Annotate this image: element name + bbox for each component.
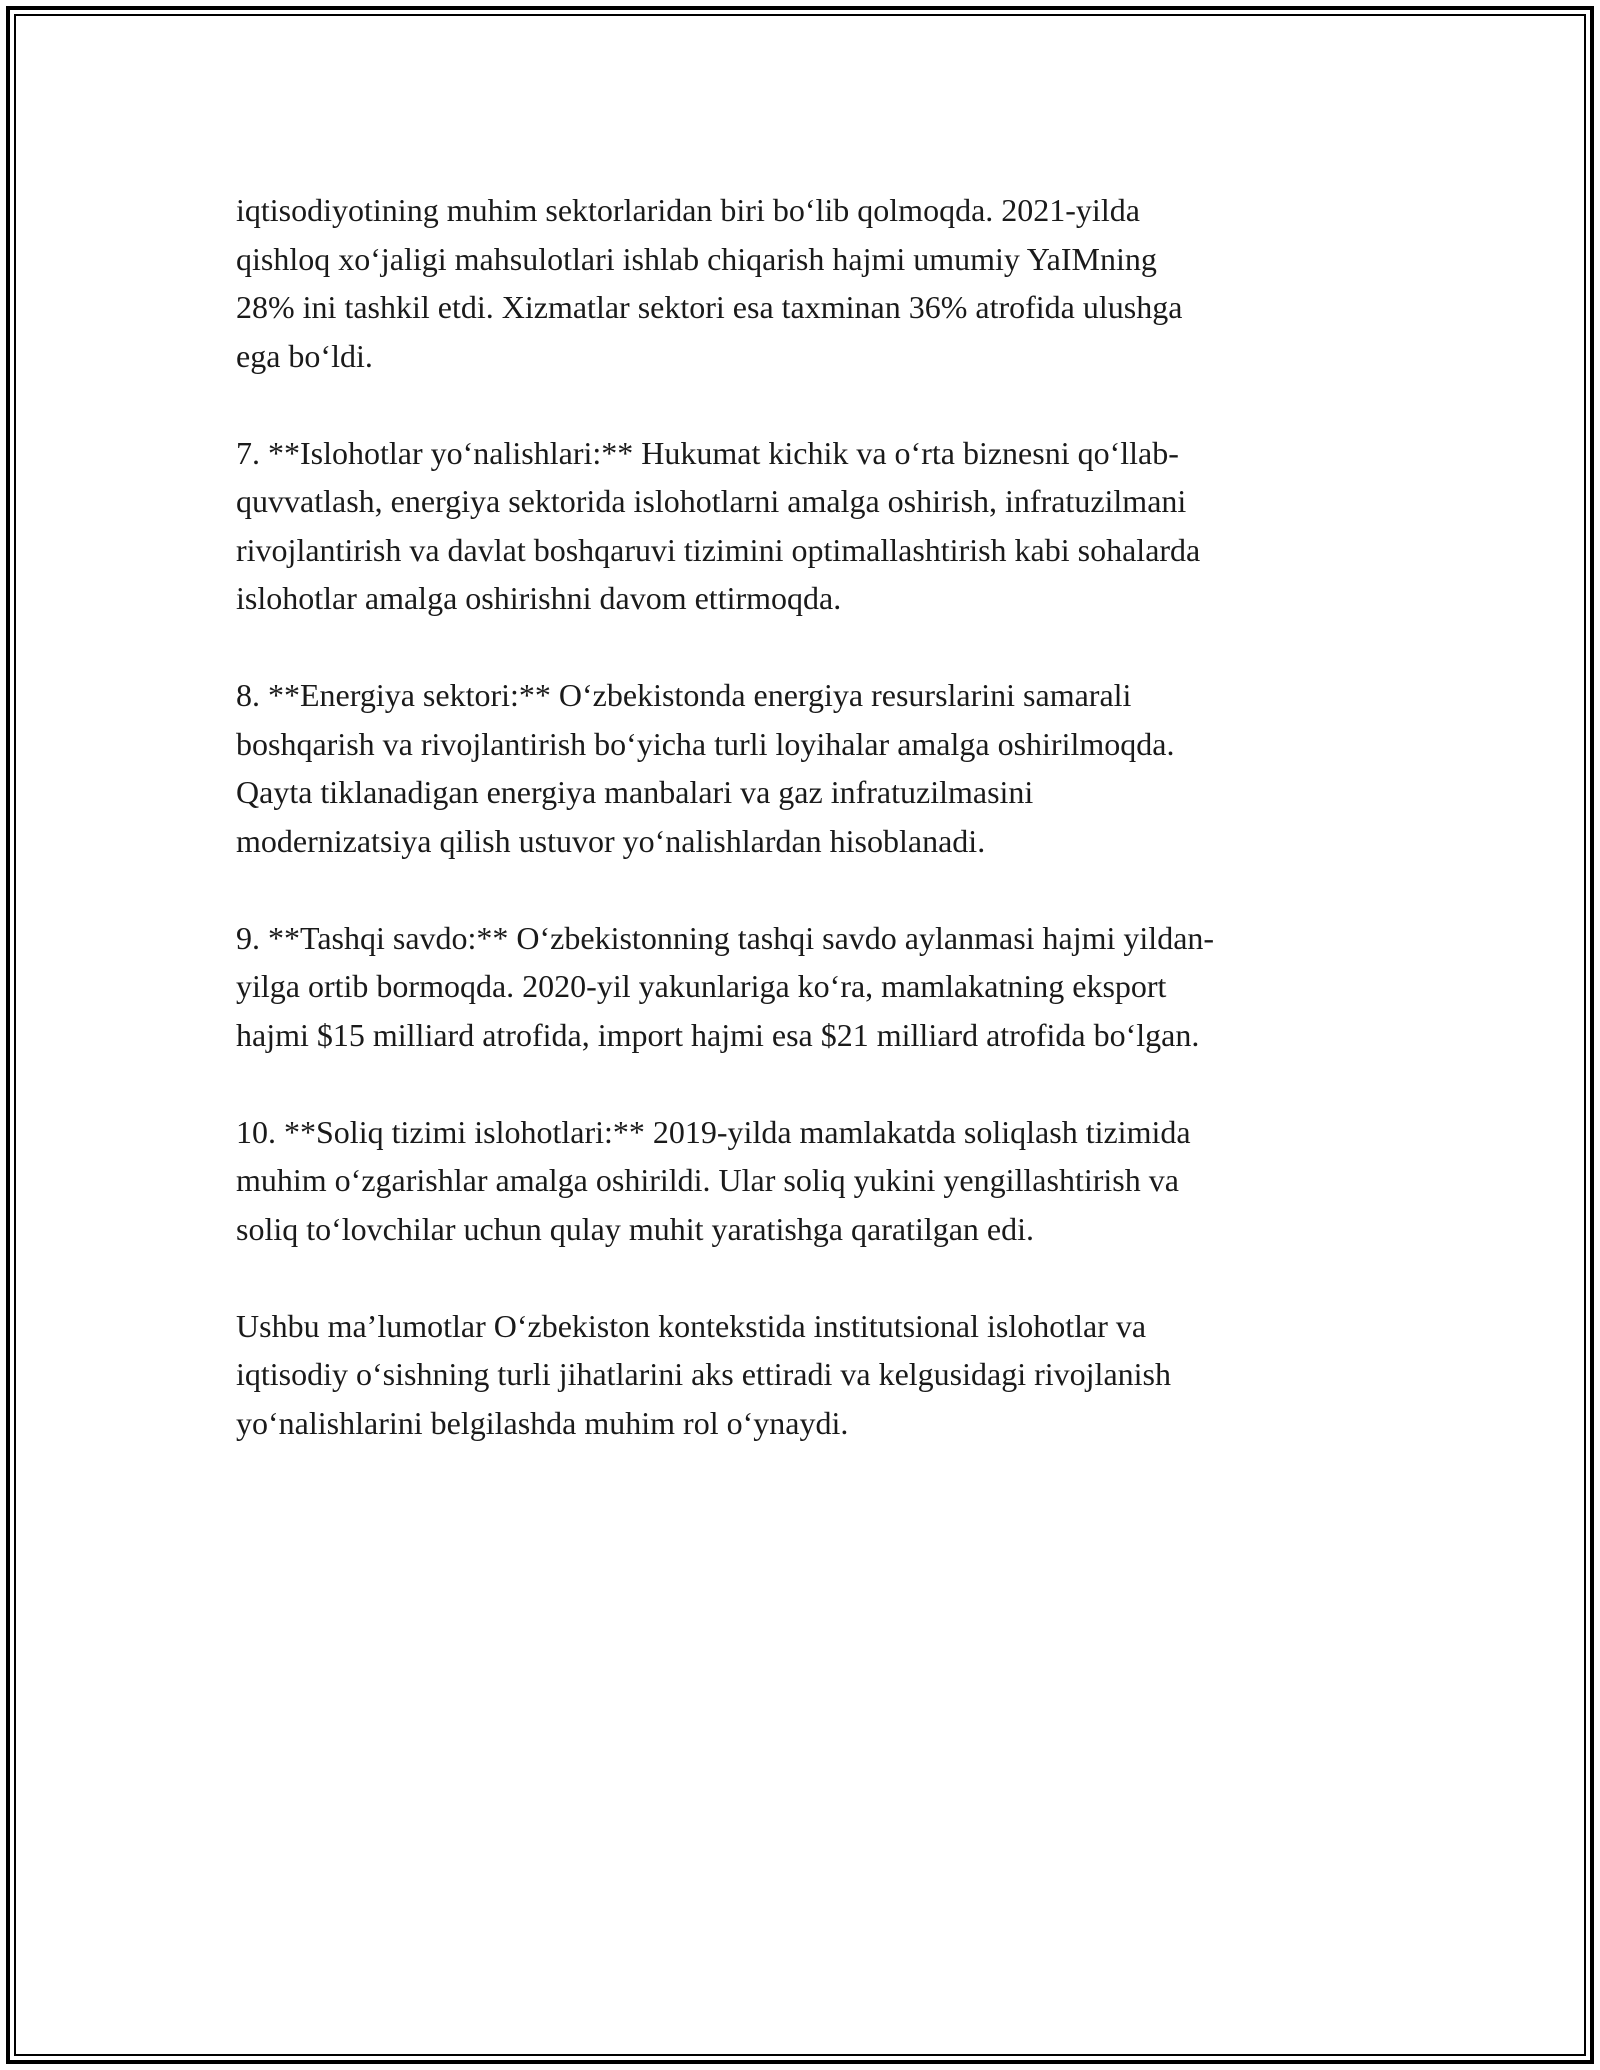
document-body bbox=[236, 186, 1376, 1496]
paragraph-tax-reforms: 10. **Soliq tizimi islohotlari:** 2019-yilda mamlakatda soliqlash tizimida muhim o‘zgarishlar amalga oshirildi. Ular soliq yukini yengillashtirish va soliq to‘lovchilar uchun qulay muhit yaratishga qaratilgan edi. bbox=[236, 1113, 1191, 1247]
paragraph-conclusion: Ushbu ma’lumotlar O‘zbekiston kontekstida institutsional islohotlar va iqtisodiy o‘sishning turli jihatlarini aks ettiradi va kelgusidagi rivojlanish yo‘nalishlarini belgilashda muhim rol o‘ynaydi. bbox=[236, 1307, 1171, 1441]
paragraph-foreign-trade: 9. **Tashqi savdo:** O‘zbekistonning tashqi savdo aylanmasi hajmi yildan- yilga ortib bormoqda. 2020-yil yakunlariga ko‘ra, mamlakatning eksport hajmi $15 milliard atrofida, import hajmi esa $21 milliard atrofida bo‘lgan. bbox=[236, 919, 1215, 1053]
paragraph-energy-sector: 8. **Energiya sektori:** O‘zbekistonda energiya resurslarini samarali boshqarish va rivojlantirish bo‘yicha turli loyihalar amalga oshirilmoqda. Qayta tiklanadigan energiya manbalari va gaz infratuzilmasini modernizatsiya qilish ustuvor yo‘nalishlardan hisoblanadi. bbox=[236, 677, 1175, 859]
paragraph-agriculture-services: iqtisodiyotining muhim sektorlaridan biri bo‘lib qolmoqda. 2021-yilda qishloq xo‘jaligi mahsulotlari ishlab chiqarish hajmi umumiy YaIMning 28% ini tashkil etdi. Xizmatlar sektori esa taxminan 36% atrofida ulushga ega bo‘ldi. bbox=[236, 192, 1183, 374]
paragraph-reform-directions: 7. **Islohotlar yo‘nalishlari:** Hukumat kichik va o‘rta biznesni qo‘llab- quvvatlash, energiya sektorida islohotlarni amalga oshirish, infratuzilmani rivojlantirish va davlat boshqaruvi tizimini optimallashtirish kabi sohalarda islohotlar amalga oshirishni davom ettirmoqda. bbox=[236, 434, 1201, 616]
